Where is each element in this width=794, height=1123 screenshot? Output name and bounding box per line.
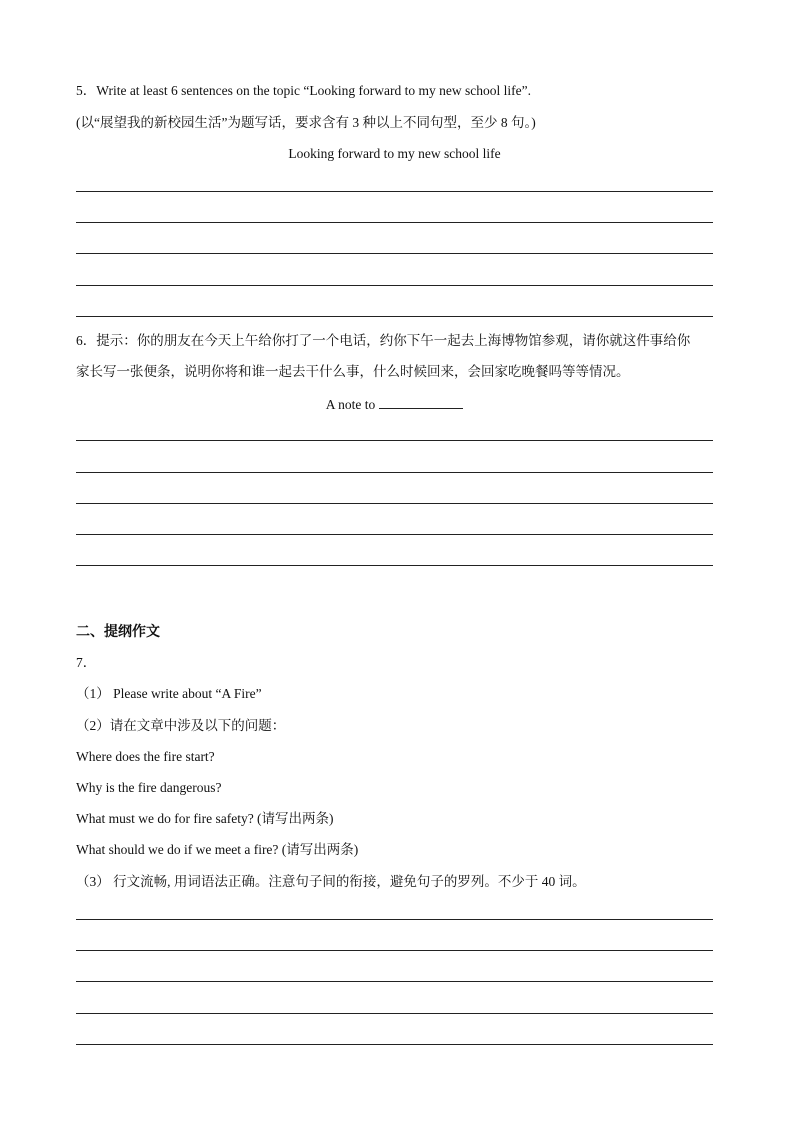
q5-writing-line-4[interactable]	[76, 285, 713, 286]
q6-prompt-line-1: 6．提示：你的朋友在今天上午给你打了一个电话，约你下午一起去上海博物馆参观，请你就这件事给你	[76, 333, 691, 348]
q6-writing-line-3[interactable]	[76, 503, 713, 504]
q5-prompt: 5．Write at least 6 sentences on the topic “Looking forward to my new school life”.	[76, 83, 531, 98]
q7-writing-line-2[interactable]	[76, 950, 713, 951]
q7-question-2: Why is the fire dangerous?	[76, 780, 222, 795]
q6-note-title	[76, 395, 713, 414]
q6-recipient-blank[interactable]	[379, 395, 463, 409]
q6-writing-line-4[interactable]	[76, 534, 713, 535]
q7-question-4: What should we do if we meet a fire? (请写出两条)	[76, 842, 359, 857]
section-heading: 二、提纲作文	[76, 624, 160, 640]
q7-writing-line-5[interactable]	[76, 1044, 713, 1045]
q5-essay-title: Looking forward to my new school life	[288, 146, 501, 161]
q7-question-1: Where does the fire start?	[76, 749, 215, 764]
q5-writing-line-1[interactable]	[76, 191, 713, 192]
q6-writing-line-2[interactable]	[76, 472, 713, 473]
q5-writing-line-3[interactable]	[76, 253, 713, 254]
q7-item-3: （3） 行文流畅, 用词语法正确。注意句子间的衔接，避免句子的罗列。不少于 40 词。	[76, 874, 586, 889]
q7-question-3: What must we do for fire safety? (请写出两条)	[76, 811, 334, 826]
q7-number: 7．	[76, 655, 97, 670]
q7-writing-line-3[interactable]	[76, 981, 713, 982]
q5-writing-line-5[interactable]	[76, 316, 713, 317]
q6-writing-line-1[interactable]	[76, 440, 713, 441]
q7-item-1: （1） Please write about “A Fire”	[76, 686, 262, 701]
q6-writing-line-5[interactable]	[76, 565, 713, 566]
q7-item-2: （2）请在文章中涉及以下的问题：	[76, 718, 286, 733]
q6-prompt-line-2: 家长写一张便条，说明你将和谁一起去干什么事，什么时候回来，会回家吃晚餐吗等等情况。	[76, 364, 630, 379]
q5-writing-line-2[interactable]	[76, 222, 713, 223]
q5-instruction: (以“展望我的新校园生活”为题写话，要求含有 3 种以上不同句型，至少 8 句。)	[76, 115, 536, 130]
q6-note-title-text: A note to	[325, 397, 376, 412]
q7-writing-line-4[interactable]	[76, 1013, 713, 1014]
q7-writing-line-1[interactable]	[76, 919, 713, 920]
